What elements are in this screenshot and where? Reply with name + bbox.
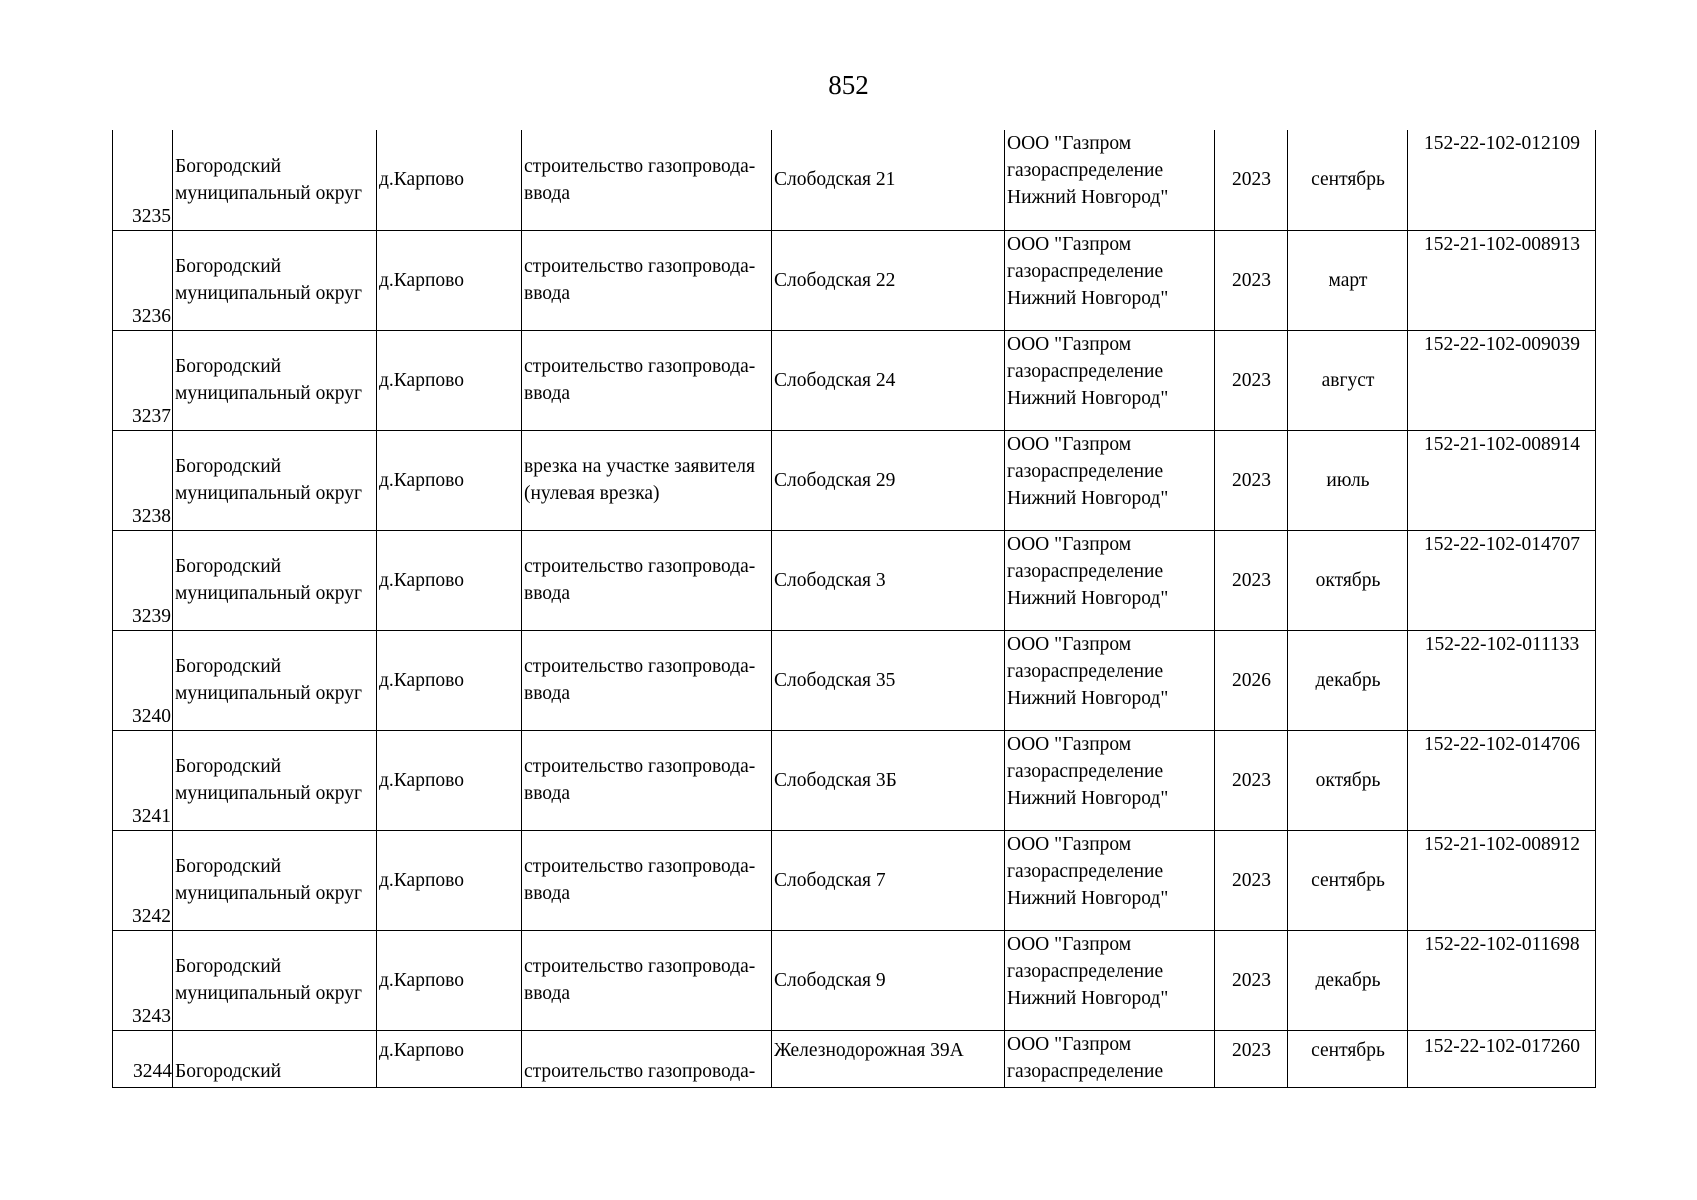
cell-organization [1005,330,1215,430]
cell-district-line: муниципальный округ [175,783,363,804]
cell-district [173,230,377,330]
cell-number: 3237 [113,330,173,430]
cell-application-code: 152-22-102-011133 [1408,630,1596,730]
cell-year: 2023 [1215,930,1288,1030]
cell-organization-line: ООО "Газпром [1007,733,1132,755]
cell-district-line: Богородский [175,356,282,377]
cell-number: 3241 [113,730,173,830]
cell-number: 3239 [113,530,173,630]
cell-organization [1005,1030,1215,1087]
cell-district [173,930,377,1030]
cell-village: д.Карпово [377,230,522,330]
cell-address: Слободская 24 [772,330,1005,430]
cell-application-code: 152-21-102-008912 [1408,830,1596,930]
cell-work-type [522,1030,772,1087]
cell-organization-line: ООО "Газпром [1007,333,1132,355]
cell-district [173,1030,377,1087]
cell-district [173,630,377,730]
cell-district-line: Богородский [175,1060,282,1082]
cell-application-code: 152-22-102-014707 [1408,530,1596,630]
cell-village: д.Карпово [377,430,522,530]
cell-district-line: Богородский [175,956,282,977]
cell-district-line: муниципальный округ [175,683,363,704]
cell-month: сентябрь [1288,1030,1408,1087]
cell-work-type-line: строительство газопровода- [524,256,756,277]
cell-year: 2023 [1215,130,1288,230]
table-row [113,230,1596,330]
cell-application-code: 152-21-102-008914 [1408,430,1596,530]
cell-work-type-line: строительство газопровода- [524,1060,756,1082]
cell-month: март [1288,230,1408,330]
cell-work-type [522,330,772,430]
cell-organization-line: Нижний Новгород" [1007,387,1169,409]
cell-organization-line: Нижний Новгород" [1007,587,1169,609]
cell-work-type-line: ввода [524,383,571,404]
cell-village: д.Карпово [377,630,522,730]
cell-year: 2023 [1215,1030,1288,1087]
table-row [113,330,1596,430]
cell-village: д.Карпово [377,730,522,830]
cell-address: Слободская 7 [772,830,1005,930]
cell-work-type-line: ввода [524,783,571,804]
cell-address: Слободская 21 [772,130,1005,230]
cell-organization-line: ООО "Газпром [1007,633,1132,655]
cell-work-type-line: врезка на участке заявителя [524,456,755,477]
cell-work-type-line: строительство газопровода- [524,556,756,577]
cell-work-type [522,430,772,530]
cell-organization-line: ООО "Газпром [1007,1033,1132,1055]
cell-work-type-line: ввода [524,883,571,904]
cell-work-type [522,730,772,830]
cell-district-line: муниципальный округ [175,983,363,1004]
cell-district [173,830,377,930]
table-row [113,630,1596,730]
cell-number: 3244 [113,1030,173,1087]
cell-village: д.Карпово [377,830,522,930]
cell-application-code: 152-22-102-011698 [1408,930,1596,1030]
cell-village: д.Карпово [377,530,522,630]
cell-organization-line: ООО "Газпром [1007,433,1132,455]
cell-organization [1005,430,1215,530]
cell-district-line: Богородский [175,155,282,177]
cell-district-line: муниципальный округ [175,283,363,304]
cell-work-type-line: строительство газопровода- [524,856,756,877]
cell-district [173,330,377,430]
cell-year: 2023 [1215,430,1288,530]
cell-work-type [522,530,772,630]
cell-month: август [1288,330,1408,430]
cell-district-line: Богородский [175,756,282,777]
table-row [113,130,1596,230]
cell-application-code: 152-22-102-009039 [1408,330,1596,430]
cell-district [173,130,377,230]
cell-organization-line: газораспределение [1007,660,1164,682]
cell-organization-line: ООО "Газпром [1007,233,1132,255]
cell-district-line: муниципальный округ [175,483,363,504]
cell-organization-line: газораспределение [1007,360,1164,382]
gas-connection-table [112,130,1596,1088]
cell-district-line: муниципальный округ [175,883,363,904]
cell-work-type [522,630,772,730]
cell-application-code: 152-21-102-008913 [1408,230,1596,330]
cell-organization-line: Нижний Новгород" [1007,987,1169,1009]
cell-number: 3243 [113,930,173,1030]
cell-organization [1005,630,1215,730]
cell-village: д.Карпово [377,330,522,430]
cell-work-type-line: строительство газопровода- [524,656,756,677]
cell-address: Слободская 22 [772,230,1005,330]
cell-organization-line: газораспределение [1007,260,1164,282]
cell-organization-line: Нижний Новгород" [1007,787,1169,809]
cell-district [173,530,377,630]
cell-application-code: 152-22-102-014706 [1408,730,1596,830]
cell-application-code: 152-22-102-012109 [1408,130,1596,230]
cell-work-type-line: строительство газопровода- [524,155,756,177]
cell-district-line: Богородский [175,256,282,277]
cell-work-type-line: ввода [524,182,571,204]
cell-organization-line: Нижний Новгород" [1007,287,1169,309]
cell-district-line: Богородский [175,856,282,877]
cell-district-line: Богородский [175,556,282,577]
cell-work-type-line: ввода [524,583,571,604]
cell-month: декабрь [1288,930,1408,1030]
cell-organization-line: Нижний Новгород" [1007,687,1169,709]
cell-district-line: муниципальный округ [175,383,363,404]
table-row [113,930,1596,1030]
table-row [113,1030,1596,1087]
cell-organization-line: газораспределение [1007,1060,1164,1082]
cell-organization [1005,230,1215,330]
cell-organization-line: Нижний Новгород" [1007,487,1169,509]
table-body [113,130,1596,1087]
cell-address: Железнодорожная 39А [772,1030,1005,1087]
cell-organization [1005,530,1215,630]
table-row [113,430,1596,530]
cell-district [173,730,377,830]
cell-organization-line: газораспределение [1007,960,1164,982]
cell-work-type [522,930,772,1030]
cell-number: 3236 [113,230,173,330]
cell-work-type-line: ввода [524,283,571,304]
cell-month: июль [1288,430,1408,530]
cell-month: сентябрь [1288,830,1408,930]
cell-organization [1005,830,1215,930]
cell-year: 2026 [1215,630,1288,730]
cell-year: 2023 [1215,230,1288,330]
cell-month: октябрь [1288,730,1408,830]
cell-work-type-line: (нулевая врезка) [524,483,660,504]
cell-district-line: Богородский [175,456,282,477]
cell-year: 2023 [1215,330,1288,430]
page-number: 852 [828,70,869,100]
cell-organization-line: газораспределение [1007,460,1164,482]
cell-organization-line: ООО "Газпром [1007,533,1132,555]
table-row [113,830,1596,930]
cell-district [173,430,377,530]
cell-organization-line: Нижний Новгород" [1007,187,1169,208]
cell-organization-line: ООО "Газпром [1007,833,1132,855]
cell-district-line: муниципальный округ [175,182,363,204]
cell-organization-line: газораспределение [1007,160,1164,181]
cell-work-type [522,130,772,230]
cell-village: д.Карпово [377,1030,522,1087]
cell-address: Слободская 3 [772,530,1005,630]
cell-address: Слободская 29 [772,430,1005,530]
cell-organization [1005,130,1215,230]
cell-organization-line: газораспределение [1007,860,1164,882]
cell-application-code: 152-22-102-017260 [1408,1030,1596,1087]
cell-address: Слободская 9 [772,930,1005,1030]
table-row [113,530,1596,630]
cell-district-line: Богородский [175,656,282,677]
cell-work-type [522,230,772,330]
cell-year: 2023 [1215,530,1288,630]
cell-organization-line: газораспределение [1007,560,1164,582]
cell-address: Слободская 35 [772,630,1005,730]
cell-number: 3235 [113,130,173,230]
cell-district-line: муниципальный округ [175,583,363,604]
cell-month: декабрь [1288,630,1408,730]
cell-number: 3238 [113,430,173,530]
cell-village: д.Карпово [377,130,522,230]
cell-work-type-line: строительство газопровода- [524,356,756,377]
cell-work-type [522,830,772,930]
table-row [113,730,1596,830]
cell-number: 3242 [113,830,173,930]
cell-village: д.Карпово [377,930,522,1030]
cell-month: сентябрь [1288,130,1408,230]
cell-work-type-line: строительство газопровода- [524,756,756,777]
cell-address: Слободская 3Б [772,730,1005,830]
cell-organization-line: Нижний Новгород" [1007,887,1169,909]
cell-work-type-line: ввода [524,983,571,1004]
cell-year: 2023 [1215,830,1288,930]
cell-organization [1005,730,1215,830]
cell-month: октябрь [1288,530,1408,630]
cell-year: 2023 [1215,730,1288,830]
cell-organization-line: ООО "Газпром [1007,933,1132,955]
cell-organization [1005,930,1215,1030]
cell-work-type-line: ввода [524,683,571,704]
cell-organization-line: ООО "Газпром [1007,133,1132,154]
cell-number: 3240 [113,630,173,730]
cell-organization-line: газораспределение [1007,760,1164,782]
cell-work-type-line: строительство газопровода- [524,956,756,977]
